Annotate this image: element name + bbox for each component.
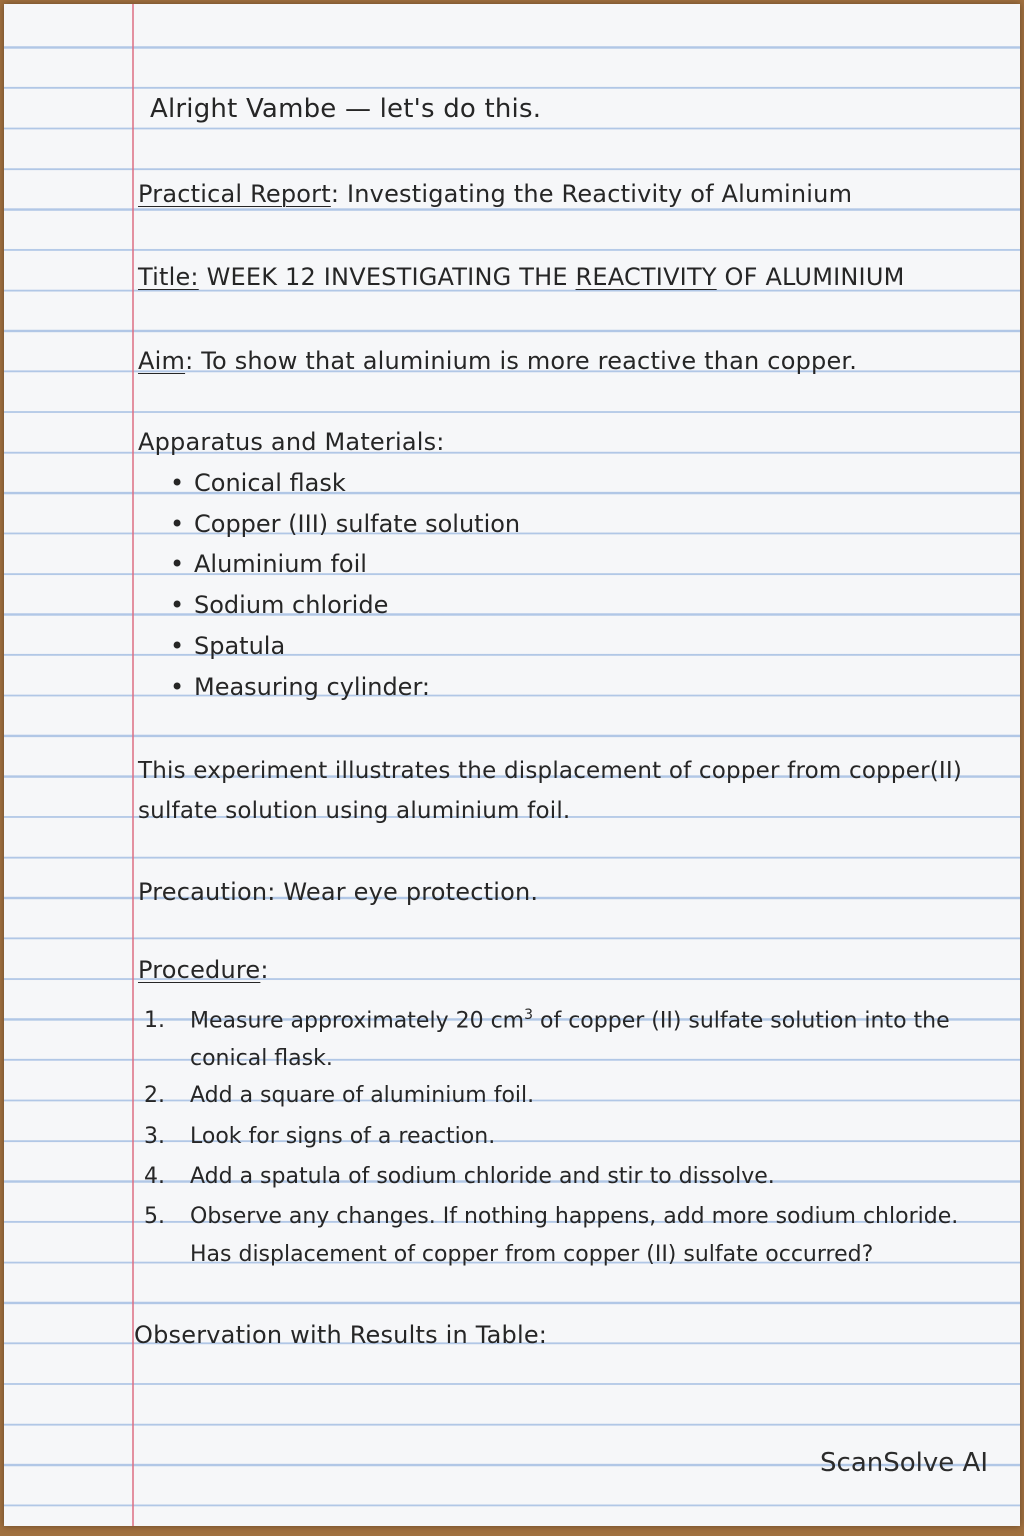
procedure-step <box>144 1162 775 1192</box>
step-continuation: conical flask. <box>190 1046 333 1072</box>
apparatus-item <box>170 509 520 539</box>
margin-line <box>132 4 134 1526</box>
apparatus-item-label: Measuring cylinder: <box>194 673 430 701</box>
procedure-label: Procedure <box>138 956 261 984</box>
step-number: 2. <box>144 1083 165 1108</box>
apparatus-item-label: Spatula <box>194 632 286 660</box>
watermark: ScanSolve AI <box>820 1448 988 1478</box>
report-label: Practical Report <box>138 180 331 208</box>
step-number: 3. <box>144 1124 165 1149</box>
aim-label: Aim <box>138 347 186 375</box>
apparatus-item <box>170 672 430 702</box>
apparatus-item <box>170 549 367 579</box>
bullet-icon: • <box>170 550 185 578</box>
procedure-step <box>144 1122 495 1152</box>
title-keyword: REACTIVITY <box>575 263 717 291</box>
apparatus-heading: Apparatus and Materials: <box>138 428 445 456</box>
step-text: Observe any changes. If nothing happens, add more sodium chloride. <box>190 1204 959 1229</box>
aim-text: To show that aluminium is more reactive than copper. <box>201 347 858 375</box>
bullet-icon: • <box>170 673 185 701</box>
apparatus-item-label: Sodium chloride <box>194 591 389 619</box>
apparatus-item-label: Copper (III) sulfate solution <box>194 510 521 538</box>
description-line-2: sulfate solution using aluminium foil. <box>138 798 571 824</box>
step-text: Add a spatula of sodium chloride and stir to dissolve. <box>190 1164 775 1189</box>
step-number: 1. <box>144 1008 165 1034</box>
procedure-step <box>144 1000 950 1074</box>
step-text: Add a square of aluminium foil. <box>190 1083 535 1108</box>
procedure-heading: Procedure: <box>138 956 269 984</box>
bullet-icon: • <box>170 632 185 660</box>
step-number: 5. <box>144 1204 165 1229</box>
report-heading: Practical Report: Investigating the Reactivity of Aluminium <box>138 180 853 208</box>
step-text: Look for signs of a reaction. <box>190 1124 496 1149</box>
observation-heading: Observation with Results in Table: <box>134 1321 548 1349</box>
apparatus-item-label: Aluminium foil <box>194 550 367 578</box>
bullet-icon: • <box>170 510 185 538</box>
apparatus-item <box>170 631 285 661</box>
aim-line: Aim: To show that aluminium is more reactive than copper. <box>138 347 858 375</box>
title-label: Title: <box>138 263 199 291</box>
apparatus-item <box>170 590 388 620</box>
apparatus-item <box>170 468 346 498</box>
step-text: Measure approximately 20 cm <box>190 1008 525 1034</box>
notebook-page <box>4 4 1020 1526</box>
bullet-icon: • <box>170 591 185 619</box>
step-text: of copper (II) sulfate solution into the <box>533 1008 950 1034</box>
title-prefix: WEEK 12 INVESTIGATING THE <box>206 263 576 291</box>
bullet-icon: • <box>170 469 185 497</box>
description-line-1: This experiment illustrates the displacement of copper from copper(II) <box>138 758 963 784</box>
title-suffix: OF ALUMINIUM <box>716 263 905 291</box>
title-line <box>138 262 905 292</box>
report-title: Investigating the Reactivity of Aluminium <box>346 180 853 208</box>
step-continuation: Has displacement of copper from copper (II) sulfate occurred? <box>190 1242 874 1267</box>
apparatus-item-label: Conical flask <box>194 469 346 497</box>
procedure-step <box>144 1202 958 1270</box>
greeting: Alright Vambe — let's do this. <box>150 94 542 124</box>
procedure-step <box>144 1081 534 1111</box>
precaution: Precaution: Wear eye protection. <box>138 878 539 906</box>
step-number: 4. <box>144 1164 165 1189</box>
step-superscript: 3 <box>524 1007 534 1023</box>
